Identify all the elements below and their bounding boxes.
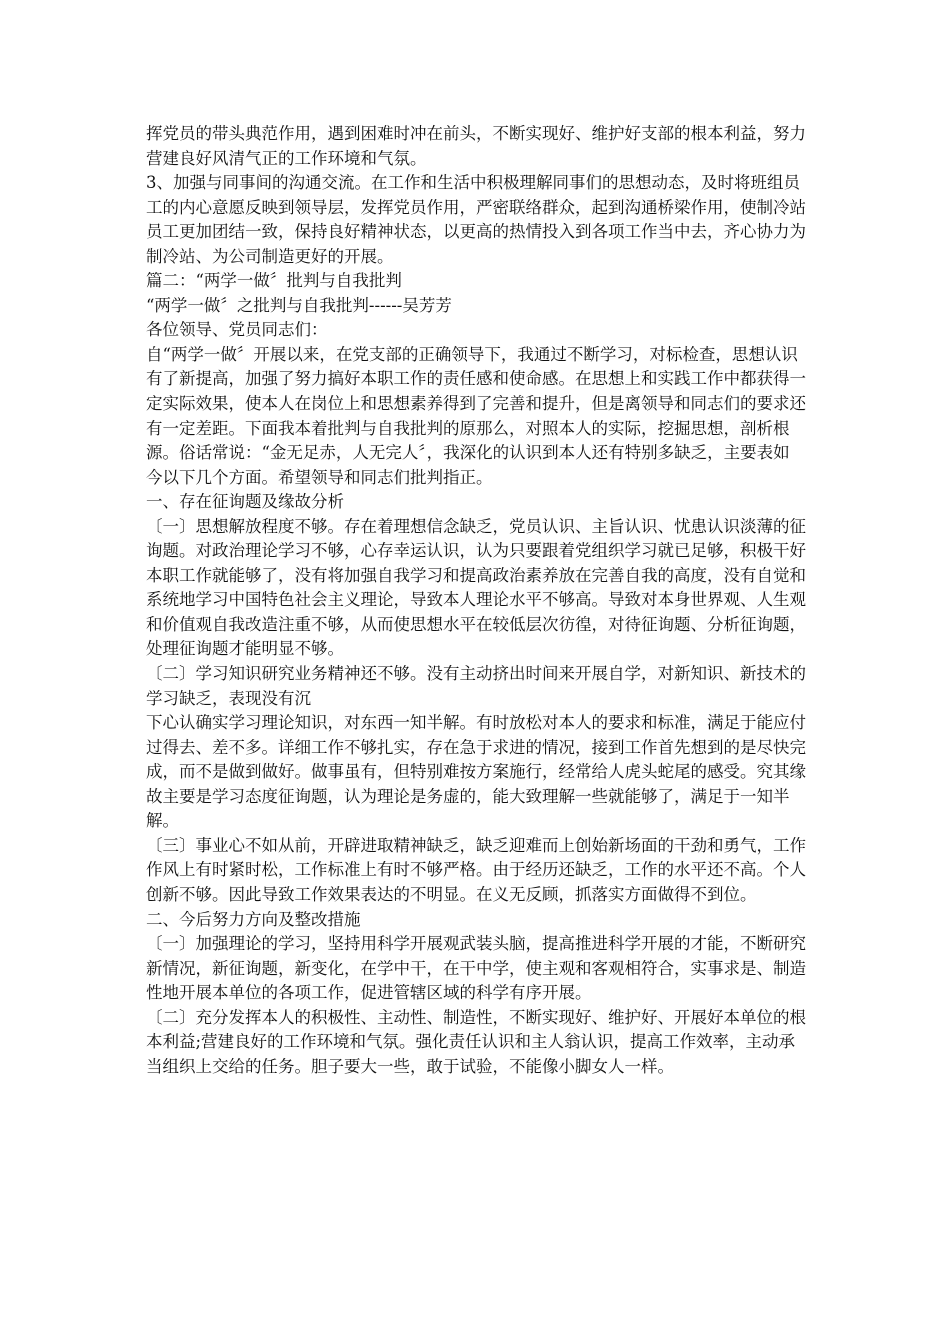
paragraph-continuation-party-role: 挥党员的带头典范作用，遇到困难时冲在前头，不断实现好、维护好支部的根本利益，努力营建良好风清气正的工作环境和气氛。 [146,124,806,168]
paragraph-problem-2-continued: 下心认确实学习理论知识，对东西一知半解。有时放松对本人的要求和标准，满足于能应付过得去、差不多。详细工作不够扎实，存在急于求进的情况，接到工作首先想到的是尽快完成，而不是做到做好。做事虽有，但特别难按方案施行，经常给人虎头蛇尾的感受。究其缘故主要是学习态度征询题，认为理论是务虚的，能大致理解一些就能够了，满足于一知半解。 [146,713,806,831]
paragraph-item-3-communication: 3、加强与同事间的沟通交流。在工作和生活中积极理解同事们的思想动态，及时将班组员工的内心意愿反映到领导层，发挥党员作用，严密联络群众，起到沟通桥梁作用，使制冷站员工更加团结一致，保持良好精神状态，以更高的热情投入到各项工作当中去，齐心协力为制冷站、为公司制造更好的开展。 [146,173,806,266]
paragraph-problem-2-start: 〔二〕学习知识研究业务精神还不够。没有主动挤出时间来开展自学，对新知识、新技术的学习缺乏，表现没有沉 [146,664,806,708]
paragraph-measure-2: 〔二〕充分发挥本人的积极性、主动性、制造性，不断实现好、维护好、开展好本单位的根本利益;营建良好的工作环境和气氛。强化责任认识和主人翁认识，提高工作效率，主动承当组织上交给的任务。胆子要大一些，敢于试验，不能像小脚女人一样。 [146,1007,806,1076]
section-heading-part-two: 篇二：“两学一做〞批判与自我批判 [146,271,402,291]
paragraph-problem-3: 〔三〕事业心不如从前，开辟进取精神缺乏，缺乏迎难而上创始新场面的干劲和勇气，工作作风上有时紧时松，工作标准上有时不够严格。由于经历还缺乏，工作的水平还不高。个人创新不够。因此导致工作效果表达的不明显。在义无反顾，抓落实方面做得不到位。 [146,835,806,904]
paragraph-introduction: 自“两学一做〞开展以来，在党支部的正确领导下，我通过不断学习，对标检查，思想认识有了新提高，加强了努力搞好本职工作的责任感和使命感。在思想上和实践工作中都获得一定实际效果，使本人在岗位上和思想素养得到了完善和提升，但是离领导和同志们的要求还有一定差距。下面我本着批判与自我批判的原那么，对照本人的实际，挖掘思想，剖析根源。俗话常说：“金无足赤，人无完人〞，我深化的认识到本人还有特别多缺乏，主要表如今以下几个方面。希望领导和同志们批判指正。 [146,344,806,487]
paragraph-measure-1: 〔一〕加强理论的学习，坚持用科学开展观武装头脑，提高推进科学开展的才能，不断研究新情况，新征询题，新变化，在学中干，在干中学，使主观和客观相符合，实事求是、制造性地开展本单位的各项工作，促进管辖区域的科学有序开展。 [146,934,806,1003]
paragraph-problem-1: 〔一〕思想解放程度不够。存在着理想信念缺乏，党员认识、主旨认识、忧患认识淡薄的征询题。对政治理论学习不够，心存幸运认识，认为只要跟着党组织学习就已足够，积极干好本职工作就能够了，没有将加强自我学习和提高政治素养放在完善自我的高度，没有自觉和系统地学习中国特色社会主义理论，导致本人理论水平不够高。导致对本身世界观、人生观和价值观自我改造注重不够，从而使思想水平在较低层次彷徨，对待征询题、分析征询题，处理征询题才能明显不够。 [146,516,806,659]
document-page [146,122,806,1079]
heading-improvement-measures: 二、今后努力方向及整改措施 [146,909,361,929]
document-title-line: “两学一做〞之批判与自我批判------吴芳芳 [146,295,452,315]
salutation: 各位领导、党员同志们： [146,320,328,340]
heading-problems-analysis: 一、存在征询题及缘故分析 [146,492,344,512]
